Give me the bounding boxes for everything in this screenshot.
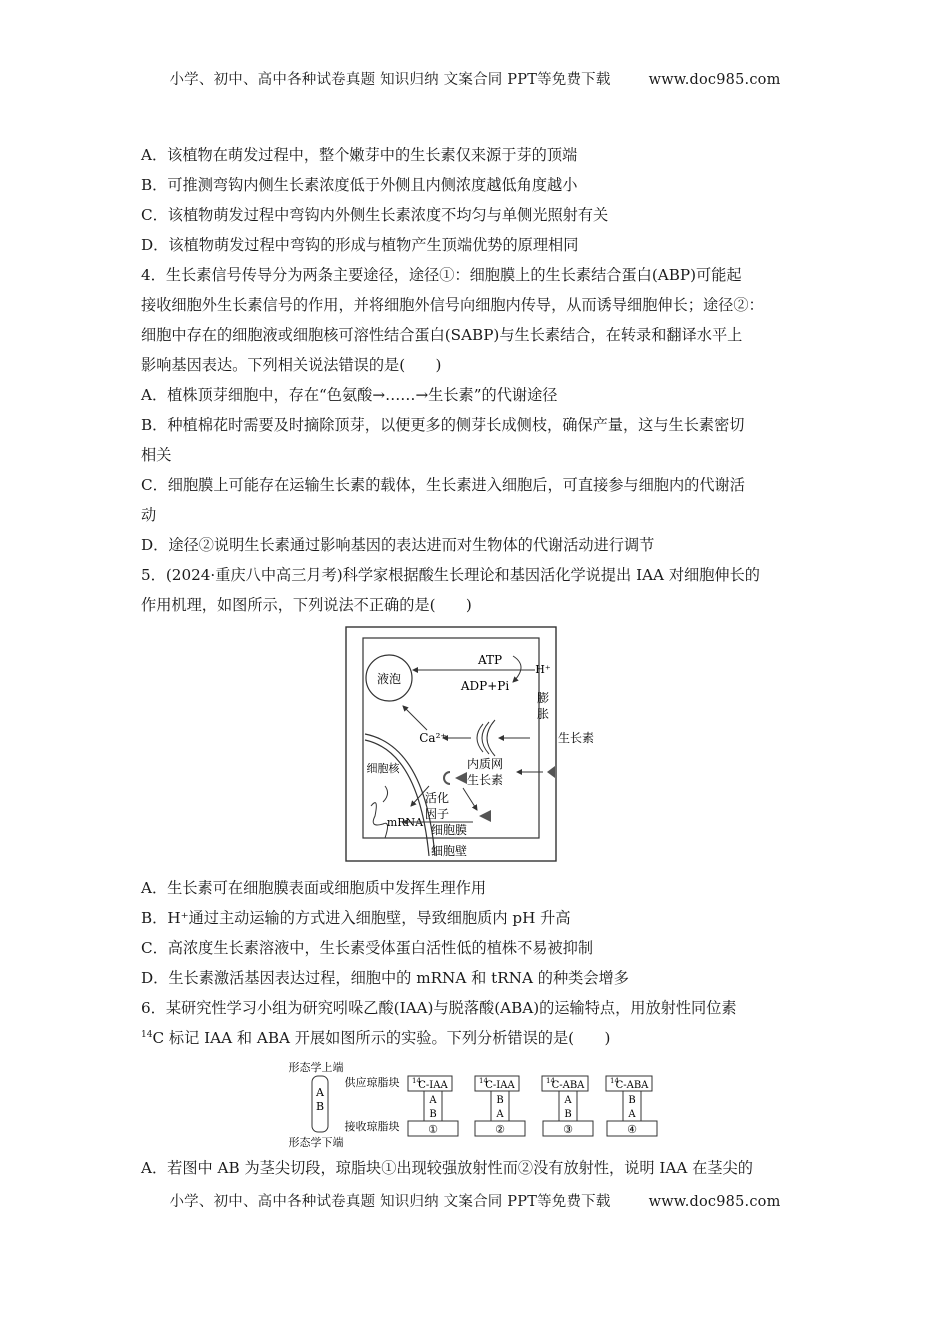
setup-3-iso: 14 (546, 1077, 555, 1085)
q4-stem-3: 细胞中存在的细胞液或细胞核可溶性结合蛋白(SABP)与生长素结合，在转录和翻译水平上 (141, 326, 743, 344)
setup-2 (475, 1076, 525, 1136)
footer-url[interactable]: www.doc985.com (648, 1194, 781, 1210)
q5-stem-2: 作用机理，如图所示，下列说法不正确的是( ) (141, 596, 472, 614)
activator-label-1: 活化 (424, 791, 450, 805)
segment-a: A (316, 1086, 324, 1099)
auxin-inside-label: 生长素 (466, 773, 504, 787)
mrna-label: mRNA (386, 816, 424, 829)
page-footer (0, 1190, 950, 1211)
setup-4 (606, 1076, 657, 1136)
q4-option-b-cont: 相关 (141, 446, 172, 464)
q4-stem-1: 4．生长素信号传导分为两条主要途径，途径①：细胞膜上的生长素结合蛋白(ABP)可能起 (141, 266, 742, 284)
q3-option-c: C．该植物萌发过程中弯钩内外侧生长素浓度不均匀与单侧光照射有关 (141, 206, 609, 224)
swell-label-2: 胀 (536, 707, 550, 721)
q5-option-b: B．H⁺通过主动运输的方式进入细胞壁，导致细胞质内 pH 升高 (141, 909, 571, 927)
setup-2-receiver: ② (495, 1123, 505, 1136)
header-text: 小学、初中、高中各种试卷真题 知识归纳 文案合同 PPT等免费下载 (169, 72, 611, 88)
q4-option-a: A．植株顶芽细胞中，存在“色氨酸→……→生长素”的代谢途径 (141, 386, 558, 404)
q4-option-c-cont: 动 (141, 506, 157, 524)
q5-stem-1: 5．(2024·重庆八中高三月考)科学家根据酸生长理论和基因活化学说提出 IAA 对细胞伸长的 (141, 566, 760, 584)
nucleus-label: 细胞核 (366, 762, 400, 775)
q3-option-b: B．可推测弯钩内侧生长素浓度低于外侧且内侧浓度越低角度越小 (141, 176, 578, 194)
auxin-mechanism-figure (345, 626, 595, 862)
footer-text: 小学、初中、高中各种试卷真题 知识归纳 文案合同 PPT等免费下载 (169, 1194, 611, 1210)
q5-option-c: C．高浓度生长素溶液中，生长素受体蛋白活性低的植株不易被抑制 (141, 939, 594, 957)
setup-2-iso: 14 (479, 1077, 488, 1085)
wall-label: 细胞壁 (430, 844, 468, 858)
vacuole-label: 液泡 (376, 672, 402, 686)
setup-1-bottom: B (429, 1109, 437, 1120)
membrane-label: 细胞膜 (430, 823, 468, 837)
atp-label: ATP (477, 653, 503, 667)
page-header (0, 68, 950, 89)
q5-option-d: D．生长素激活基因表达过程，细胞中的 mRNA 和 tRNA 的种类会增多 (141, 969, 629, 987)
setup-3-bottom: B (564, 1109, 572, 1120)
q6-isotope-sup: 14 (141, 1029, 153, 1040)
setup-3-top: A (564, 1095, 572, 1106)
setup-4-top: B (628, 1095, 636, 1106)
adp-label: ADP+Pi (460, 679, 510, 693)
receiver-block-label: 接收琼脂块 (344, 1120, 400, 1133)
transport-experiment-figure (288, 1058, 668, 1152)
basal-end-label: 形态学下端 (288, 1136, 344, 1149)
setup-1-receiver: ① (428, 1123, 438, 1136)
q6-option-a: A．若图中 AB 为茎尖切段，琼脂块①出现较强放射性而②没有放射性，说明 IAA 在茎尖的 (141, 1159, 753, 1177)
apical-end-label: 形态学上端 (288, 1061, 344, 1074)
activator-label-2: 因子 (424, 807, 450, 821)
q4-option-d: D．途径②说明生长素通过影响基因的表达进而对生物体的代谢活动进行调节 (141, 536, 655, 554)
setup-3 (542, 1076, 593, 1136)
er-label: 内质网 (466, 757, 504, 771)
q3-option-a: A．该植物在萌发过程中，整个嫩芽中的生长素仅来源于芽的顶端 (141, 146, 578, 164)
auxin-outside-label: 生长素 (558, 731, 595, 745)
setup-4-iso: 14 (610, 1077, 619, 1085)
q4-option-c: C．细胞膜上可能存在运输生长素的载体，生长素进入细胞后，可直接参与细胞内的代谢活 (141, 476, 745, 494)
segment-b: B (315, 1100, 325, 1113)
donor-block-label: 供应琼脂块 (344, 1076, 400, 1089)
setup-3-receiver: ③ (563, 1123, 573, 1136)
h-plus-label: H⁺ (535, 663, 551, 676)
setup-4-bottom: A (628, 1109, 636, 1120)
q6-stem-1: 6．某研究性学习小组为研究吲哚乙酸(IAA)与脱落酸(ABA)的运输特点，用放射性同位素 (141, 999, 737, 1017)
setup-1 (408, 1076, 458, 1136)
q6-stem-2-text: C 标记 IAA 和 ABA 开展如图所示的实验。下列分析错误的是( ) (152, 1029, 611, 1047)
swell-label-1: 膨 (536, 691, 550, 705)
setup-2-top: B (496, 1095, 504, 1106)
setup-1-donor: C-IAA (418, 1080, 448, 1091)
setup-4-donor: C-ABA (615, 1080, 649, 1091)
header-url[interactable]: www.doc985.com (648, 72, 781, 88)
setup-2-bottom: A (496, 1109, 504, 1120)
q4-stem-4: 影响基因表达。下列相关说法错误的是( ) (141, 356, 442, 374)
calcium-label: Ca²⁺ (419, 731, 447, 745)
setup-1-top: A (429, 1095, 437, 1106)
setup-4-receiver: ④ (627, 1123, 637, 1136)
q4-stem-2: 接收细胞外生长素信号的作用，并将细胞外信号向细胞内传导，从而诱导细胞伸长；途径②： (141, 296, 764, 314)
q3-option-d: D．该植物萌发过程中弯钩的形成与植物产生顶端优势的原理相同 (141, 236, 579, 254)
q4-option-b: B．种植棉花时需要及时摘除顶芽，以便更多的侧芽长成侧枝，确保产量，这与生长素密切 (141, 416, 745, 434)
setup-2-donor: C-IAA (485, 1080, 515, 1091)
q6-stem-2 (141, 1023, 821, 1053)
q5-option-a: A．生长素可在细胞膜表面或细胞质中发挥生理作用 (141, 879, 487, 897)
setup-3-donor: C-ABA (551, 1080, 585, 1091)
setup-1-iso: 14 (412, 1077, 421, 1085)
